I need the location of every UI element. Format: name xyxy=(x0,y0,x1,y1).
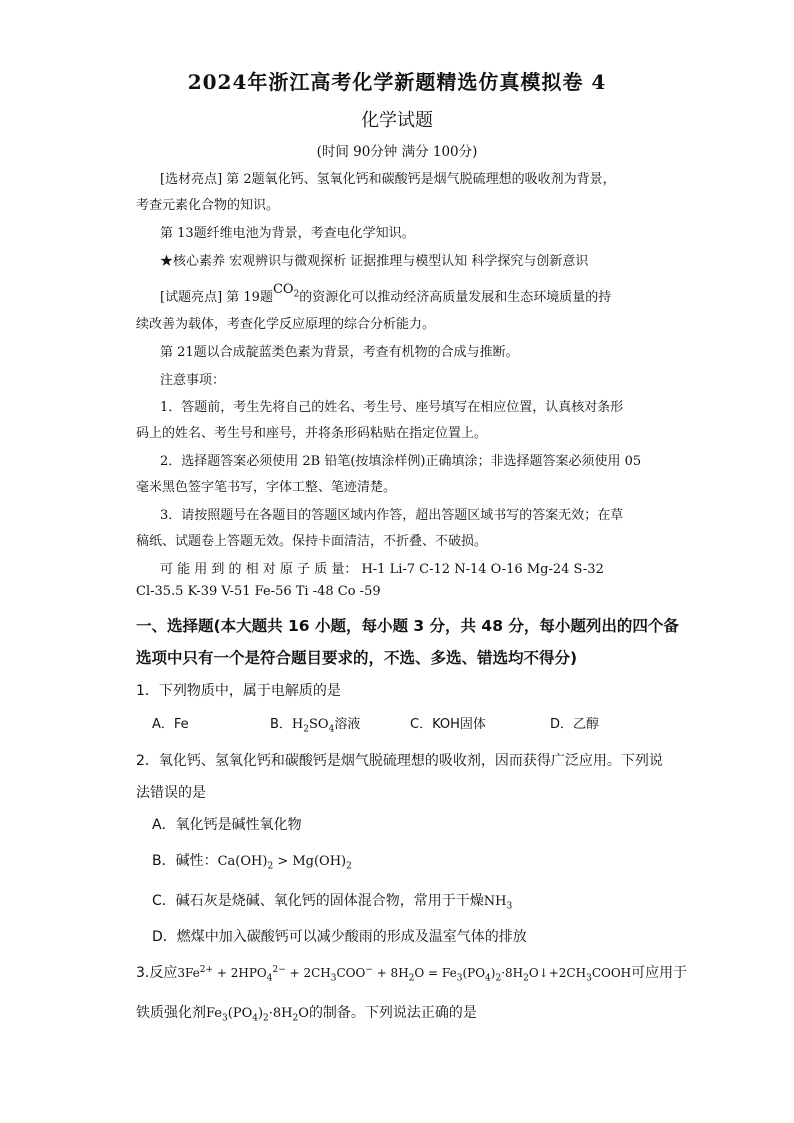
q3-suffix: 可应用于 xyxy=(631,965,688,981)
q3-l2-prefix: 铁质强化剂 xyxy=(136,1005,206,1021)
f-o: O xyxy=(298,1006,309,1021)
h2so4-sub1: 2 xyxy=(303,724,309,735)
note-2-line-1: 2．选择题答案必须使用 2B 铅笔(按填涂样例)正确填涂；非选择题答案必须使用 05 xyxy=(160,454,642,469)
section-heading-line-2: 选项中只有一个是符合题目要求的，不选、多选、错选均不得分) xyxy=(136,649,578,667)
question-1-option-a: A．Fe xyxy=(152,717,189,732)
eq-paren-sub: 2 xyxy=(495,973,502,984)
f-fe-sub: 3 xyxy=(222,1013,228,1024)
h2so4-h: H xyxy=(291,717,304,732)
caoh2: Ca(OH) xyxy=(217,854,268,869)
h2so4-formula xyxy=(291,717,335,735)
eq-precip: O↓+2CH xyxy=(528,966,587,980)
mgoh2: > Mg(OH) xyxy=(273,854,347,869)
highlight-line-5 xyxy=(160,282,612,308)
highlight-line-5-prefix: [试题亮点] 第 19题 xyxy=(160,290,273,305)
eq-hpo-sup: 2− xyxy=(272,965,286,975)
eq-coo: COO xyxy=(336,966,366,980)
note-2-line-2: 毫米黑色签字笔书写，字体工整、笔迹清楚。 xyxy=(136,480,397,495)
q3-l2-suffix: 的制备。下列说法正确的是 xyxy=(308,1005,477,1021)
f-paren-sub: 2 xyxy=(263,1013,269,1024)
f-8h-sub: 2 xyxy=(292,1013,299,1024)
highlight-line-7: 第 21题以合成靛蓝类色素为背景，考查有机物的合成与推断。 xyxy=(160,345,519,360)
highlight-line-5-suffix: 的资源化可以推动经济高质量发展和生态环境质量的持 xyxy=(299,290,612,305)
eq-cooh: COOH xyxy=(591,966,632,980)
question-1-option-d: D．乙醇 xyxy=(550,717,600,732)
caoh2-sub: 2 xyxy=(267,861,274,872)
f-fe: Fe xyxy=(206,1006,223,1021)
section-heading-line-1: 一、选择题(本大题共 16 小题，每小题 3 分，共 48 分，每小题列出的四个备 xyxy=(136,617,679,635)
eq-ch3: + 2CH xyxy=(285,966,331,980)
nh3-sub: 3 xyxy=(506,901,513,912)
highlight-line-2: 考查元素化合物的知识。 xyxy=(136,198,280,213)
question-2-option-d: D．燃煤中加入碳酸钙可以减少酸雨的形成及温室气体的排放 xyxy=(152,929,527,945)
eq-eq-fe: O = Fe xyxy=(414,966,457,980)
note-3-line-2: 稿纸、试题卷上答题无效。保持卡面清洁，不折叠、不破损。 xyxy=(136,534,488,549)
question-2-option-c xyxy=(152,890,512,912)
question-3-stem-line-2 xyxy=(136,1002,477,1024)
eq-ch3-sub: 3 xyxy=(330,973,337,984)
q1b-label: B． xyxy=(270,717,292,732)
q2c-text: C．碱石灰是烧碱、氧化钙的固体混合物，常用于干燥 xyxy=(152,893,484,909)
q3-prefix: 3.反应 xyxy=(136,965,178,981)
mgoh2-sub: 2 xyxy=(346,861,352,872)
highlight-line-6: 续改善为载体，考查化学反应原理的综合分析能力。 xyxy=(136,317,436,332)
eq-hpo-sub: 4 xyxy=(266,973,273,984)
h2so4-sub2: 4 xyxy=(328,724,335,735)
co2-base: CO xyxy=(272,282,294,297)
q1b-suffix: 溶液 xyxy=(334,717,361,732)
eq-po4-sub: 4 xyxy=(485,973,491,984)
eq-8h2o: ·8H xyxy=(501,966,524,980)
exam-time-info: (时间 90分钟 满分 100分) xyxy=(316,144,478,160)
question-1-option-b xyxy=(270,713,360,735)
eq-h2o-sub: 2 xyxy=(408,973,415,984)
eq-ch3cooh-sub: 3 xyxy=(586,973,592,984)
question-2-option-a: A．氧化钙是碱性氧化物 xyxy=(152,817,302,833)
notes-title: 注意事项： xyxy=(160,373,226,388)
eq-fe3-sub: 3 xyxy=(456,973,463,984)
note-1-line-1: 1．答题前，考生先将自己的姓名、考生号、座号填写在相应位置，认真核对条形 xyxy=(160,400,624,415)
eq-fe: 3Fe xyxy=(177,966,200,980)
eq-po4: (PO xyxy=(462,966,486,980)
highlight-line-1: [选材亮点] 第 2题氧化钙、氢氧化钙和碳酸钙是烟气脱硫理想的吸收剂为背景， xyxy=(160,172,616,187)
question-2-stem-line-2: 法错误的是 xyxy=(136,785,206,801)
f-8h: ·8H xyxy=(268,1006,293,1021)
basicity-comparison xyxy=(217,854,352,872)
eq-8h2o-sub: 2 xyxy=(523,973,529,984)
atomic-mass-line-1: 可 能 用 到 的 相 对 原 子 质 量： H-1 Li-7 C-12 N-14 O-16 Mg-24 S-32 xyxy=(160,562,604,577)
question-3-stem-line-1 xyxy=(136,962,687,983)
f-paren: ) xyxy=(257,1006,264,1021)
question-1-option-c: C．KOH固体 xyxy=(410,717,486,732)
q2b-label: B．碱性： xyxy=(152,853,218,869)
f-po-sub: 4 xyxy=(252,1013,258,1024)
question-2-stem-line-1: 2．氧化钙、氢氧化钙和碳酸钙是烟气脱硫理想的吸收剂，因而获得广泛应用。下列说 xyxy=(136,753,663,769)
question-1-stem: 1．下列物质中，属于电解质的是 xyxy=(136,683,341,699)
nh3-formula xyxy=(483,894,513,912)
h2so4-so: SO xyxy=(309,717,329,732)
eq-coo-sup: − xyxy=(365,965,373,975)
core-literacy-line: ★核心素养 宏观辨识与微观探析 证据推理与模型认知 科学探究与创新意识 xyxy=(160,254,589,269)
nh3-base: NH xyxy=(483,894,507,909)
f-po: (PO xyxy=(227,1006,253,1021)
eq-fe-sup: 2+ xyxy=(199,965,214,975)
atomic-mass-line-2: Cl-35.5 K-39 V-51 Fe-56 Ti -48 Co -59 xyxy=(136,584,381,599)
exam-title: 2024年浙江高考化学新题精选仿真模拟卷 4 xyxy=(187,70,607,94)
highlight-line-3: 第 13题纤维电池为背景，考查电化学知识。 xyxy=(160,226,415,241)
eq-paren: ) xyxy=(490,966,496,980)
eq-hpo: + 2HPO xyxy=(213,966,267,980)
co2-formula xyxy=(272,282,300,300)
q3-equation xyxy=(177,965,632,984)
q3-formula xyxy=(206,1006,309,1024)
co2-sub: 2 xyxy=(293,289,300,300)
note-1-line-2: 码上的姓名、考生号和座号，并将条形码粘贴在指定位置上。 xyxy=(136,426,488,441)
eq-h2o: + 8H xyxy=(372,966,409,980)
exam-subtitle: 化学试题 xyxy=(361,110,433,131)
note-3-line-1: 3．请按照题号在各题目的答题区域内作答，超出答题区域书写的答案无效；在草 xyxy=(160,508,624,523)
question-2-option-b xyxy=(152,850,352,872)
